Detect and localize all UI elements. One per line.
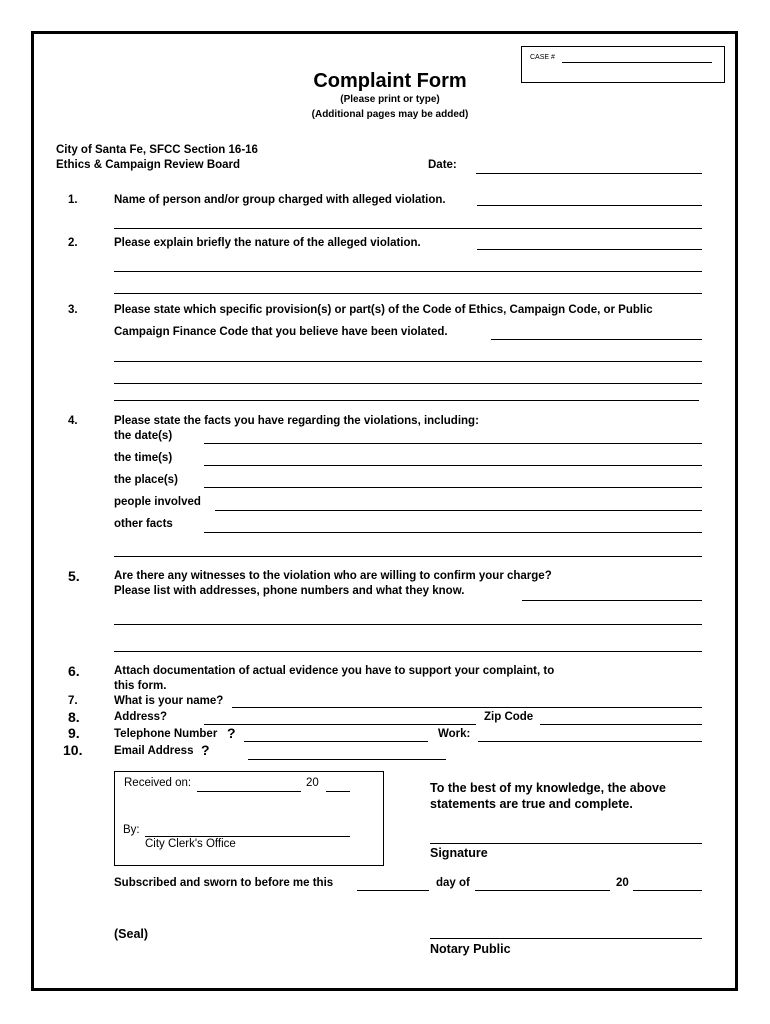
q2-text: Please explain briefly the nature of the alleged violation. — [114, 237, 421, 249]
q4-date-field[interactable] — [204, 443, 702, 444]
work-phone-field[interactable] — [478, 741, 702, 742]
q3-field[interactable] — [491, 339, 702, 340]
received-on-field[interactable] — [197, 791, 301, 792]
org-line-1: City of Santa Fe, SFCC Section 16-16 — [56, 144, 258, 156]
sworn-text: Subscribed and sworn to before me this — [114, 877, 334, 889]
item-number: 3. — [68, 304, 78, 316]
sworn-month-field[interactable] — [475, 890, 610, 891]
q5-field-line[interactable] — [114, 624, 702, 625]
q5-text-1: Are there any witnesses to the violation who are willing to confirm your charge? — [114, 570, 552, 582]
q4-time-field[interactable] — [204, 465, 702, 466]
item-number: 5. — [68, 568, 80, 584]
q4-other-field[interactable] — [204, 532, 702, 533]
q10-email-label: Email Address — [114, 745, 194, 757]
q3-text-2: Campaign Finance Code that you believe have been violated. — [114, 326, 448, 338]
q4-field-line[interactable] — [114, 556, 702, 557]
form-subtitle-pages: (Additional pages may be added) — [311, 109, 469, 120]
q4-date-label: the date(s) — [114, 430, 173, 442]
q4-people-label: people involved — [114, 496, 201, 508]
attest-line-1: To the best of my knowledge, the above — [430, 781, 666, 795]
q5-field-line[interactable] — [114, 651, 702, 652]
date-field[interactable] — [476, 173, 702, 174]
received-by-label: By: — [123, 824, 140, 836]
q6-text-2: this form. — [114, 680, 167, 692]
case-number-box — [521, 46, 725, 83]
q1-text: Name of person and/or group charged with alleged violation. — [114, 194, 446, 206]
notary-signature-field[interactable] — [430, 938, 702, 939]
q9-phone-label: Telephone Number — [114, 728, 218, 740]
q4-other-label: other facts — [114, 518, 173, 530]
phone-field[interactable] — [244, 741, 428, 742]
org-line-2: Ethics & Campaign Review Board — [56, 159, 241, 171]
q3-field-line[interactable] — [114, 361, 702, 362]
q2-field[interactable] — [477, 249, 702, 250]
q2-field-line[interactable] — [114, 271, 702, 272]
q6-text-1: Attach documentation of actual evidence you have to support your complaint, to — [114, 665, 555, 677]
item-number: 4. — [68, 415, 78, 427]
item-number: 1. — [68, 194, 78, 206]
signature-label: Signature — [430, 846, 488, 860]
received-year-field[interactable] — [326, 791, 350, 792]
case-number-label: CASE # — [530, 54, 555, 61]
seal-label: (Seal) — [114, 927, 149, 941]
date-label: Date: — [428, 159, 457, 171]
received-on-label: Received on: — [124, 777, 192, 789]
sworn-day-field[interactable] — [357, 890, 429, 891]
signature-field[interactable] — [430, 843, 702, 844]
received-year-prefix: 20 — [306, 777, 319, 789]
q4-text: Please state the facts you have regarding the violations, including: — [114, 415, 479, 427]
sworn-year-field[interactable] — [633, 890, 702, 891]
zip-code-label: Zip Code — [484, 711, 534, 723]
item-number: 6. — [68, 663, 80, 679]
item-number: 10. — [63, 742, 83, 758]
email-field[interactable] — [248, 759, 446, 760]
form-subtitle-print: (Please print or type) — [340, 94, 440, 105]
attest-line-2: statements are true and complete. — [430, 797, 633, 811]
q5-field[interactable] — [522, 600, 702, 601]
case-number-field[interactable] — [562, 62, 712, 63]
q7-name-label: What is your name? — [114, 695, 224, 707]
item-number: 2. — [68, 237, 78, 249]
q4-people-field[interactable] — [215, 510, 702, 511]
item-number: 7. — [68, 695, 78, 707]
q4-place-field[interactable] — [204, 487, 702, 488]
q1-field-line[interactable] — [114, 228, 702, 229]
q4-place-label: the place(s) — [114, 474, 178, 486]
q1-field[interactable] — [477, 205, 702, 206]
item-number: 9. — [68, 725, 80, 741]
q3-text-1: Please state which specific provision(s) or part(s) of the Code of Ethics, Campaign Code, or Public — [114, 304, 653, 316]
q3-field-line[interactable] — [114, 383, 702, 384]
zip-code-field[interactable] — [540, 724, 702, 725]
q2-field-line[interactable] — [114, 293, 702, 294]
q5-text-2: Please list with addresses, phone numbers and what they know. — [114, 585, 465, 597]
name-field[interactable] — [232, 707, 702, 708]
sworn-year-label: 20 — [616, 877, 629, 889]
q8-address-label: Address? — [114, 711, 168, 723]
q9-question-mark: ? — [227, 725, 236, 741]
work-phone-label: Work: — [438, 728, 471, 740]
address-field[interactable] — [204, 724, 476, 725]
item-number: 8. — [68, 709, 80, 725]
q3-field-line[interactable] — [114, 400, 699, 401]
q4-time-label: the time(s) — [114, 452, 173, 464]
q10-question-mark: ? — [201, 742, 210, 758]
day-of-label: day of — [436, 877, 470, 889]
form-title: Complaint Form — [313, 70, 467, 92]
notary-public-label: Notary Public — [430, 942, 511, 956]
city-clerk-office: City Clerk's Office — [145, 838, 236, 850]
received-by-field[interactable] — [145, 836, 350, 837]
